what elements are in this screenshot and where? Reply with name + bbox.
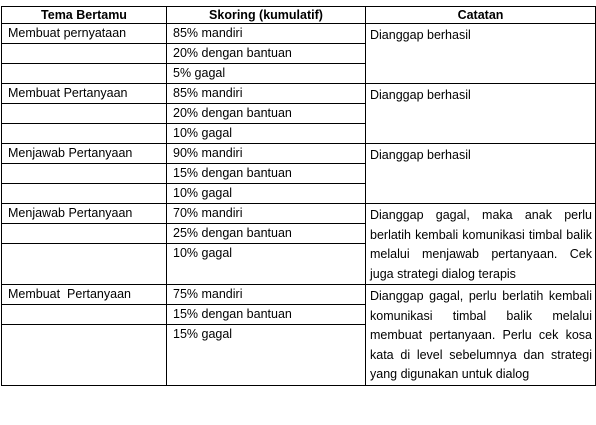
- theme-cell-empty: [2, 184, 167, 204]
- score-cell: 15% dengan bantuan: [167, 164, 366, 184]
- score-cell: 10% gagal: [167, 124, 366, 144]
- note-cell: Dianggap gagal, maka anak perlu berlatih kembali komunikasi timbal balik melalui menjawab pertanyaan. Cek juga strategi dialog terapis: [366, 204, 596, 285]
- theme-cell: Membuat Pertanyaan: [2, 285, 167, 305]
- score-cell: 75% mandiri: [167, 285, 366, 305]
- header-row: [2, 7, 596, 24]
- score-cell: 85% mandiri: [167, 24, 366, 44]
- note-cell: Dianggap gagal, perlu berlatih kembali komunikasi timbal balik melalui membuat pertanyaan. Perlu cek kosa kata di level sebelumnya dan strategi yang digunakan untuk dialog: [366, 285, 596, 386]
- score-cell: 10% gagal: [167, 244, 366, 285]
- header-notes: Catatan: [366, 7, 596, 24]
- assessment-table: [1, 6, 596, 386]
- score-cell: 85% mandiri: [167, 84, 366, 104]
- theme-cell-empty: [2, 44, 167, 64]
- theme-cell: Membuat pernyataan: [2, 24, 167, 44]
- table-row: [2, 84, 596, 104]
- theme-cell-empty: [2, 64, 167, 84]
- note-cell: Dianggap berhasil: [366, 84, 596, 144]
- table-row: [2, 204, 596, 224]
- score-cell: 10% gagal: [167, 184, 366, 204]
- score-cell: 15% gagal: [167, 325, 366, 386]
- score-cell: 15% dengan bantuan: [167, 305, 366, 325]
- header-theme: Tema Bertamu: [2, 7, 167, 24]
- theme-cell-empty: [2, 124, 167, 144]
- table-row: [2, 144, 596, 164]
- theme-cell-empty: [2, 325, 167, 386]
- note-cell: Dianggap berhasil: [366, 144, 596, 204]
- theme-cell: Menjawab Pertanyaan: [2, 204, 167, 224]
- score-cell: 70% mandiri: [167, 204, 366, 224]
- theme-cell-empty: [2, 305, 167, 325]
- note-cell: Dianggap berhasil: [366, 24, 596, 84]
- score-cell: 20% dengan bantuan: [167, 104, 366, 124]
- theme-cell: Membuat Pertanyaan: [2, 84, 167, 104]
- theme-cell-empty: [2, 224, 167, 244]
- table-row: [2, 24, 596, 44]
- header-scoring: Skoring (kumulatif): [167, 7, 366, 24]
- table-row: [2, 285, 596, 305]
- score-cell: 25% dengan bantuan: [167, 224, 366, 244]
- theme-cell-empty: [2, 104, 167, 124]
- theme-cell: Menjawab Pertanyaan: [2, 144, 167, 164]
- theme-cell-empty: [2, 164, 167, 184]
- score-cell: 90% mandiri: [167, 144, 366, 164]
- theme-cell-empty: [2, 244, 167, 285]
- score-cell: 5% gagal: [167, 64, 366, 84]
- score-cell: 20% dengan bantuan: [167, 44, 366, 64]
